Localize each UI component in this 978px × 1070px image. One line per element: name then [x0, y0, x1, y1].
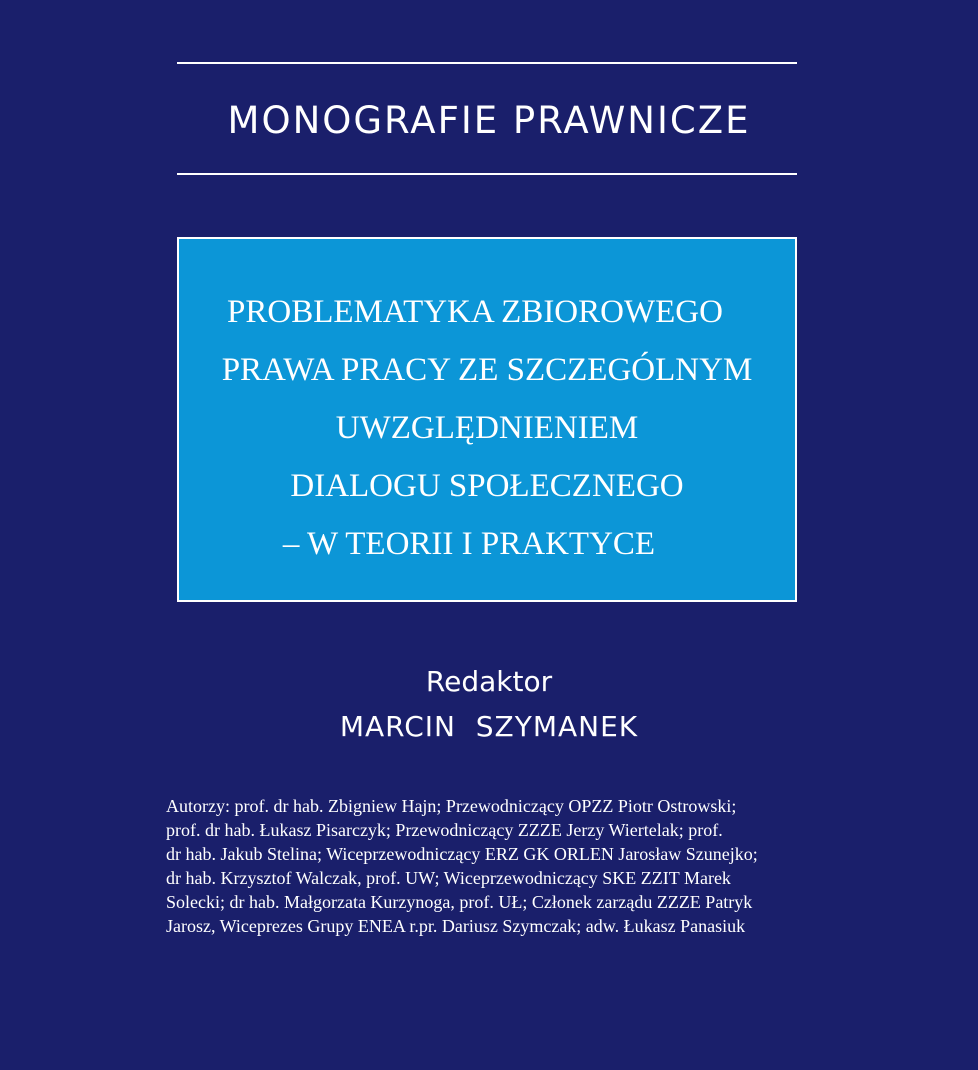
authors-line: dr hab. Krzysztof Walczak, prof. UW; Wiceprzewodniczący SKE ZZIT Marek [166, 868, 731, 888]
book-title-box [177, 237, 797, 602]
series-title: MONOGRAFIE PRAWNICZE [227, 99, 751, 142]
book-title-line: UWZGLĘDNIENIEM [335, 410, 639, 446]
top-divider [177, 62, 797, 64]
book-title-line: DIALOGU SPOŁECZNEGO [290, 468, 684, 504]
authors-line: prof. dr hab. Łukasz Pisarczyk; Przewodniczący ZZZE Jerzy Wiertelak; prof. [166, 820, 723, 840]
book-title-line: PRAWA PRACY ZE SZCZEGÓLNYM [221, 352, 753, 388]
bottom-divider [177, 173, 797, 175]
authors-line: dr hab. Jakub Stelina; Wiceprzewodniczący ERZ GK ORLEN Jarosław Szunejko; [166, 844, 758, 864]
book-title-line: PROBLEMATYKA ZBIOROWEGO [227, 294, 723, 330]
authors-line: Autorzy: prof. dr hab. Zbigniew Hajn; Przewodniczący OPZZ Piotr Ostrowski; [166, 796, 737, 816]
authors-line: Jarosz, Wiceprezes Grupy ENEA r.pr. Dariusz Szymczak; adw. Łukasz Panasiuk [166, 916, 746, 936]
book-title [179, 283, 795, 573]
editor-name: MARCIN SZYMANEK [339, 710, 639, 743]
authors-line: Solecki; dr hab. Małgorzata Kurzynoga, prof. UŁ; Członek zarządu ZZZE Patryk [166, 892, 753, 912]
editor-label: Redaktor [425, 665, 553, 698]
book-title-line: – W TEORII I PRAKTYCE [282, 526, 656, 562]
authors-list [166, 794, 846, 938]
